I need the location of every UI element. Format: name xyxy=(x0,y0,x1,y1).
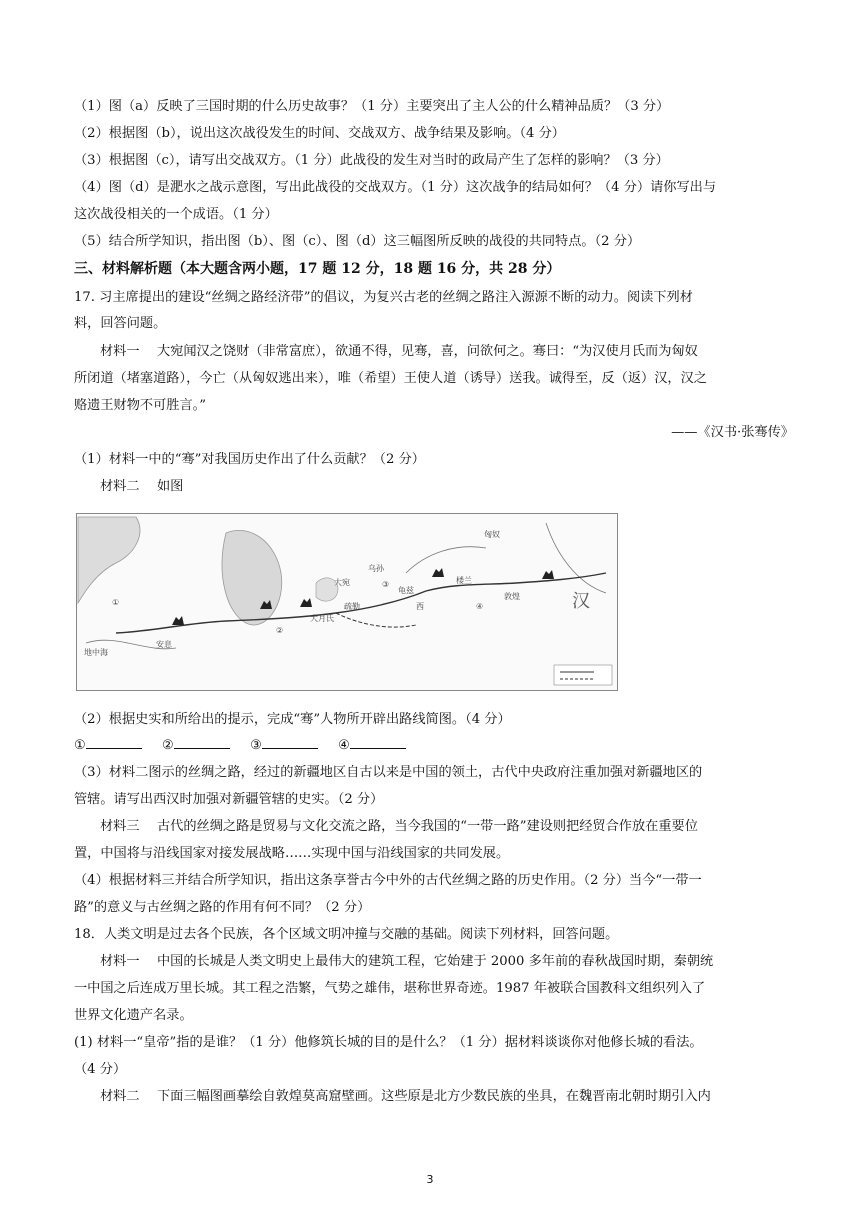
map-label-4: ④ xyxy=(476,602,484,611)
page-number: 3 xyxy=(426,1173,434,1186)
q18-material1-2: 一中国之后连成万里长城。其工程之浩繁，气势之雄伟，堪称世界奇迹。1987 年被联合国教科文组织列入了 xyxy=(74,981,706,996)
map-label-anxi: 安息 xyxy=(156,640,172,649)
section-title: 三、材料解析题（本大题含两小题，17 题 12 分，18 题 16 分，共 28 分） xyxy=(74,261,561,277)
answer-blank-1[interactable] xyxy=(86,736,142,749)
answer-blank-2[interactable] xyxy=(174,736,230,749)
q17-material1-source: ——《汉书·张骞传》 xyxy=(671,425,794,440)
map-label-dayuezhi: 大月氏 xyxy=(310,614,334,623)
q16-line-2: （2）根据图（b），说出这次战役发生的时间、交战双方、战争结果及影响。（4 分） xyxy=(74,126,565,141)
q16-line-3: （3）根据图（c），请写出交战双方。（1 分）此战役的发生对当时的政局产生了怎样的影响？（3 分） xyxy=(74,153,669,168)
q18-material1-1: 材料一 中国的长城是人类文明史上最伟大的建筑工程，它始建于 2000 多年前的春秋战国时期，秦朝统 xyxy=(100,954,714,969)
q17-material2: 材料二 如图 xyxy=(100,479,184,494)
q17-intro-1: 17. 习主席提出的建设“丝绸之路经济带”的倡议，为复兴古老的丝绸之路注入源源不断的动力。阅读下列材 xyxy=(74,290,693,305)
q17-material1-3: 赂遗王财物不可胜言。” xyxy=(74,398,207,413)
answer-blank-3[interactable] xyxy=(262,736,318,749)
q17-sub1: （1）材料一中的“骞”对我国历史作出了什么贡献？（2 分） xyxy=(74,452,425,467)
map-label-loulan: 楼兰 xyxy=(456,576,472,585)
q18-sub1-2: （4 分） xyxy=(74,1062,127,1077)
q16-line-5: 这次战役相关的一个成语。（1 分） xyxy=(74,207,278,222)
blank-label-2: ② xyxy=(162,738,174,753)
q17-intro-2: 料，回答问题。 xyxy=(74,316,167,331)
q17-sub3-1: （3）材料二图示的丝绸之路，经过的新疆地区自古以来是中国的领土，古代中央政府注重加强对新疆地区的 xyxy=(74,765,703,780)
q17-sub2: （2）根据史实和所给出的提示，完成“骞”人物所开辟出路线简图。（4 分） xyxy=(74,712,511,727)
map-label-shule: 疏勒 xyxy=(344,602,360,611)
q17-material1-1: 材料一 大宛闻汉之饶财（非常富庶），欲通不得，见骞，喜，问欲何之。骞曰：“为汉使月氏而为匈奴 xyxy=(100,344,698,359)
map-label-qiuci: 龟兹 xyxy=(398,586,414,595)
blank-label-3: ③ xyxy=(250,738,262,753)
q17-sub4-2: 路”的意义与古丝绸之路的作用有何不同？（2 分） xyxy=(74,900,371,915)
blank-label-4: ④ xyxy=(338,738,350,753)
q18-material1-3: 世界文化遗产名录。 xyxy=(74,1008,193,1023)
answer-blank-4[interactable] xyxy=(350,736,406,749)
map-label-xiongnu: 匈奴 xyxy=(484,530,500,539)
q17-material3-2: 置，中国将与沿线国家对接发展战略……实现中国与沿线国家的共同发展。 xyxy=(74,846,510,861)
q17-material1-2: 所闭道（堵塞道路），今亡（从匈奴逃出来），唯（希望）王使人道（诱导）送我。诚得至，反（返）汉，汉之 xyxy=(74,371,707,386)
q18-sub1-1: (1) 材料一“皇帝”指的是谁？（1 分）他修筑长城的目的是什么？（1 分）据材料谈谈你对他修长城的看法。 xyxy=(74,1035,703,1050)
q16-line-4: （4）图（d）是淝水之战示意图，写出此战役的交战双方。（1 分）这次战争的结局如何？（4 分）请你写出与 xyxy=(74,180,717,195)
q17-sub4-1: （4）根据材料三并结合所学知识，指出这条享誉古今中外的古代丝绸之路的历史作用。（2 分）当今“一带一 xyxy=(74,873,702,888)
q17-sub3-2: 管辖。请写出西汉时加强对新疆管辖的史实。（2 分） xyxy=(74,792,384,807)
q18-intro: 18．人类文明是过去各个民族，各个区域文明冲撞与交融的基础。阅读下列材料，回答问题。 xyxy=(74,927,619,942)
silk-road-map xyxy=(76,513,618,691)
q18-material2: 材料二 下面三幅图画摹绘自敦煌莫高窟壁画。这些原是北方少数民族的坐具，在魏晋南北朝时期引入内 xyxy=(100,1089,711,1104)
map-label-dayuan: 大宛 xyxy=(334,578,350,587)
map-label-xi: 西 xyxy=(416,602,424,611)
map-label-1: ① xyxy=(112,598,120,607)
blank-label-1: ① xyxy=(74,738,86,753)
q16-line-6: （5）结合所学知识，指出图（b）、图（c）、图（d）这三幅图所反映的战役的共同特点。（2 分） xyxy=(74,234,641,249)
map-label-han: 汉 xyxy=(572,591,590,612)
q17-blanks xyxy=(74,736,794,755)
q16-line-1: （1）图（a）反映了三国时期的什么历史故事？（1 分）主要突出了主人公的什么精神品质？（3 分） xyxy=(74,99,670,114)
map-label-mediterranean: 地中海 xyxy=(84,648,108,657)
map-label-dunhuang: 敦煌 xyxy=(504,592,520,601)
map-label-wusun: 乌孙 xyxy=(368,564,384,573)
q17-material3-1: 材料三 古代的丝绸之路是贸易与文化交流之路，当今我国的“一带一路”建设则把经贸合作放在重要位 xyxy=(100,819,698,834)
map-label-3: ③ xyxy=(382,580,390,589)
map-label-2: ② xyxy=(276,626,284,635)
